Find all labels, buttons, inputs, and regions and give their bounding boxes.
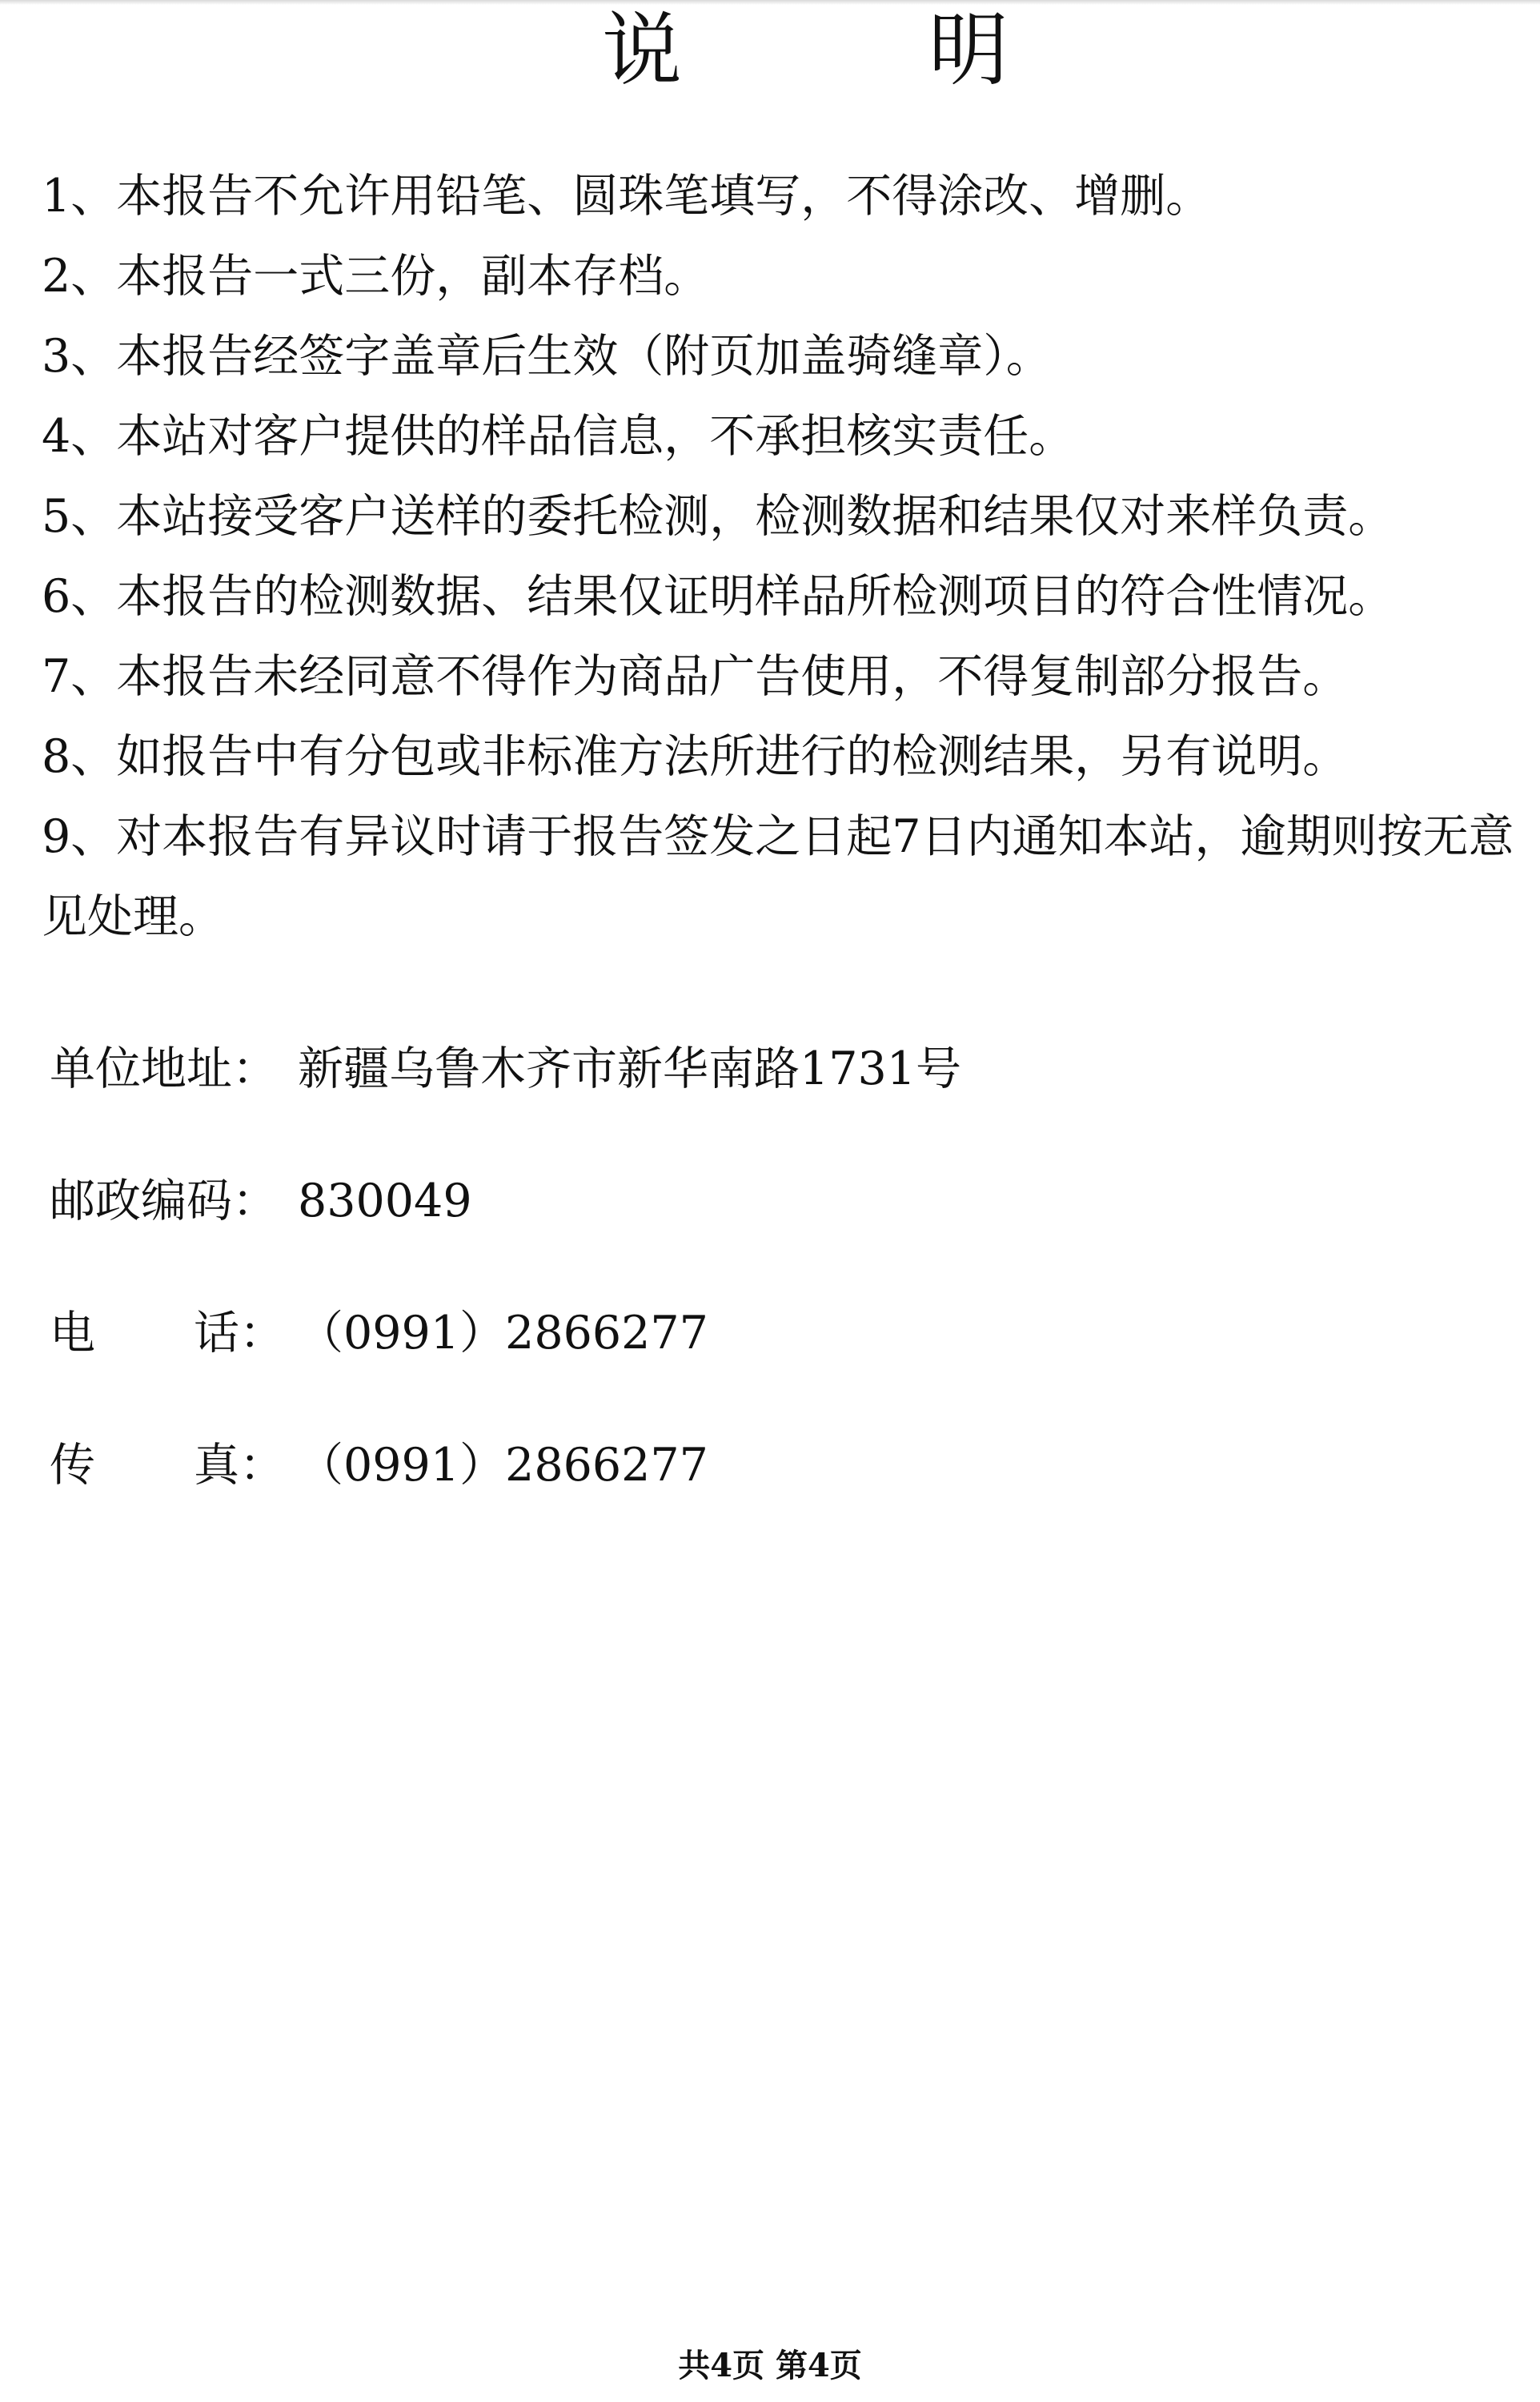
address-label: 单位地址：: [50, 1042, 278, 1095]
postcode-label: 邮政编码：: [50, 1175, 278, 1227]
note-item-6: 6、本报告的检测数据、结果仅证明样品所检测项目的符合性情况。: [42, 570, 1394, 623]
note-item-1: 1、本报告不允许用铅笔、圆珠笔填写，不得涂改、增删。: [42, 170, 1212, 223]
address-value: 新疆乌鲁木齐市新华南路1731号: [298, 1042, 962, 1095]
phone-label: [50, 1305, 298, 1361]
address-line: [50, 1041, 1490, 1097]
fax-label-char-1: 传: [50, 1439, 95, 1492]
note-item-7: 7、本报告未经同意不得作为商品广告使用，不得复制部分报告。: [42, 650, 1349, 703]
note-item-5: 5、本站接受客户送样的委托检测，检测数据和结果仅对来样负责。: [42, 490, 1394, 543]
page-title-char-2: 明: [928, 3, 1009, 97]
note-item-3: 3、本报告经签字盖章后生效（附页加盖骑缝章）。: [42, 330, 1052, 383]
note-item-8: 8、如报告中有分包或非标准方法所进行的检测结果，另有说明。: [42, 730, 1349, 783]
phone-line: [50, 1305, 1490, 1361]
phone-label-char-1: 电: [50, 1307, 95, 1360]
phone-label-char-2: 话：: [194, 1307, 285, 1360]
page-title-char-1: 说: [602, 3, 682, 97]
note-item-9: 9、对本报告有异议时请于报告签发之日起7日内通知本站，逾期则按无意见处理。: [42, 810, 1514, 943]
note-item-4: 4、本站对客户提供的样品信息，不承担核实责任。: [42, 410, 1075, 463]
phone-value: （0991）2866277: [298, 1307, 708, 1360]
postcode-line: [50, 1173, 1490, 1229]
fax-label: [50, 1437, 298, 1493]
page-title: [0, 0, 1540, 104]
notes-list: [42, 156, 1530, 957]
fax-label-char-2: 真：: [194, 1439, 285, 1492]
fax-line: [50, 1437, 1490, 1493]
note-item-2: 2、本报告一式三份，副本存档。: [42, 250, 710, 303]
page-number-footer: 共4页 第4页: [678, 2347, 862, 2384]
postcode-value: 830049: [298, 1175, 472, 1227]
fax-value: （0991）2866277: [298, 1439, 708, 1492]
